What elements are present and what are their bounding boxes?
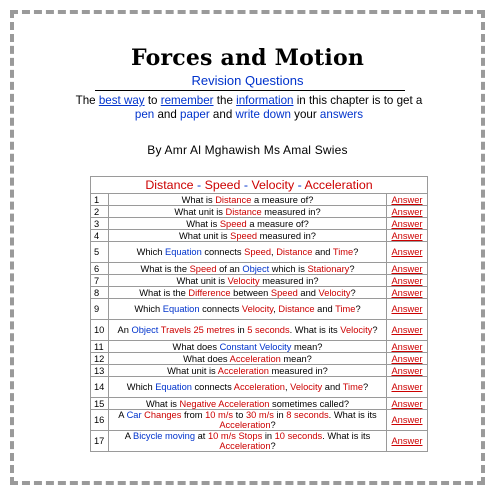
answer-link[interactable]: Answer xyxy=(387,194,428,206)
answer-link[interactable]: Answer xyxy=(387,431,428,452)
question-fragment: Stops xyxy=(238,431,263,441)
question-fragment: Velocity xyxy=(227,275,260,286)
question-fragment: Which xyxy=(136,247,166,257)
question-number: 16 xyxy=(91,410,109,431)
title-divider xyxy=(95,90,405,91)
question-fragment: Distance xyxy=(278,304,315,314)
table-header-row xyxy=(91,177,428,194)
question-fragment: What does xyxy=(183,353,230,364)
question-fragment: and xyxy=(297,287,319,298)
question-fragment: Constant Velocity xyxy=(219,341,292,352)
question-fragment: What is xyxy=(145,398,180,409)
table-row xyxy=(91,194,428,206)
question-fragment: , xyxy=(273,304,279,314)
table-row xyxy=(91,341,428,353)
question-number: 4 xyxy=(91,230,109,242)
question-fragment: Distance xyxy=(276,247,313,257)
question-fragment: in xyxy=(262,431,275,441)
question-fragment: 10 m/s xyxy=(207,431,236,441)
questions-table xyxy=(90,176,428,452)
header-text: Distance xyxy=(145,178,194,192)
header-text: Acceleration xyxy=(304,178,373,192)
question-number: 13 xyxy=(91,365,109,377)
question-fragment: . What is its xyxy=(322,431,371,441)
question-text xyxy=(109,230,387,242)
question-text xyxy=(109,218,387,230)
question-fragment: which is xyxy=(269,263,308,274)
question-fragment: Travels 25 metres xyxy=(160,325,235,335)
question-number: 3 xyxy=(91,218,109,230)
question-number: 1 xyxy=(91,194,109,206)
question-fragment: Velocity xyxy=(318,287,351,298)
table-row xyxy=(91,275,428,287)
answer-link[interactable]: Answer xyxy=(387,410,428,431)
question-fragment: Velocity xyxy=(290,382,323,392)
question-fragment: a measure of? xyxy=(246,218,309,229)
question-number: 7 xyxy=(91,275,109,287)
question-fragment: What unit is xyxy=(179,230,231,241)
page-title: Forces and Motion xyxy=(130,45,365,71)
question-fragment: Which xyxy=(126,382,156,392)
question-fragment: . What is its xyxy=(289,325,341,335)
question-fragment: ? xyxy=(349,263,355,274)
question-fragment: ? xyxy=(372,325,378,335)
table-row xyxy=(91,287,428,299)
question-fragment: measured in? xyxy=(268,365,328,376)
question-number: 6 xyxy=(91,263,109,275)
question-fragment: Speed xyxy=(270,287,298,298)
question-fragment: measured in? xyxy=(261,206,321,217)
intro-keyword: remember xyxy=(160,94,214,107)
question-fragment: ? xyxy=(270,441,276,451)
answer-link[interactable]: Answer xyxy=(387,287,428,299)
answer-link[interactable]: Answer xyxy=(387,377,428,398)
question-text xyxy=(109,194,387,206)
question-fragment: mean? xyxy=(280,353,312,364)
question-number: 10 xyxy=(91,320,109,341)
question-fragment: ? xyxy=(353,247,359,257)
question-fragment: and xyxy=(322,382,343,392)
question-fragment: Acceleration xyxy=(219,441,271,451)
question-fragment: 10 m/s xyxy=(205,410,234,420)
header-text: - xyxy=(193,178,205,192)
question-fragment: Object xyxy=(131,325,159,335)
question-text xyxy=(109,398,387,410)
question-fragment: Acceleration xyxy=(233,382,285,392)
question-number: 2 xyxy=(91,206,109,218)
question-fragment: ? xyxy=(363,382,369,392)
question-fragment: A xyxy=(124,431,134,441)
question-fragment: ? xyxy=(350,287,356,298)
question-text xyxy=(109,365,387,377)
table-row xyxy=(91,206,428,218)
answer-link[interactable]: Answer xyxy=(387,365,428,377)
answer-link[interactable]: Answer xyxy=(387,398,428,410)
header-text: - xyxy=(294,178,305,192)
question-fragment: 8 seconds xyxy=(286,410,329,420)
table-row xyxy=(91,377,428,398)
table-row xyxy=(91,242,428,263)
question-fragment: Equation xyxy=(165,247,202,257)
question-number: 12 xyxy=(91,353,109,365)
question-fragment: What unit is xyxy=(167,365,218,376)
table-row xyxy=(91,299,428,320)
question-fragment: ? xyxy=(355,304,361,314)
question-fragment: Acceleration xyxy=(229,353,281,364)
answer-link[interactable]: Answer xyxy=(387,353,428,365)
question-fragment: , xyxy=(271,247,277,257)
question-fragment: at xyxy=(195,431,208,441)
question-fragment: to xyxy=(233,410,246,420)
question-fragment: Changes xyxy=(144,410,182,420)
question-fragment: A xyxy=(118,410,127,420)
question-text xyxy=(109,353,387,365)
header-text: Speed xyxy=(204,178,241,192)
header-text: - xyxy=(240,178,252,192)
table-row xyxy=(91,353,428,365)
question-fragment: An xyxy=(117,325,132,335)
question-fragment: ? xyxy=(270,420,276,430)
question-fragment: What unit is xyxy=(176,275,228,286)
question-number: 17 xyxy=(91,431,109,452)
question-fragment: from xyxy=(181,410,206,420)
question-number: 8 xyxy=(91,287,109,299)
question-fragment: sometimes called? xyxy=(269,398,350,409)
answer-link[interactable]: Answer xyxy=(387,263,428,275)
question-fragment: What unit is xyxy=(174,206,226,217)
question-fragment: Object xyxy=(242,263,270,274)
table-row xyxy=(91,263,428,275)
question-fragment: between xyxy=(230,287,271,298)
answer-link[interactable]: Answer xyxy=(387,242,428,263)
answer-link[interactable]: Answer xyxy=(387,218,428,230)
table-row xyxy=(91,218,428,230)
question-fragment: Negative Acceleration xyxy=(179,398,270,409)
question-text xyxy=(109,275,387,287)
question-fragment: 10 seconds xyxy=(274,431,323,441)
question-fragment: What is xyxy=(181,194,216,205)
question-fragment: Time xyxy=(342,382,364,392)
question-number: 14 xyxy=(91,377,109,398)
question-text xyxy=(109,299,387,320)
question-fragment: Acceleration xyxy=(219,420,271,430)
question-fragment: Time xyxy=(335,304,356,314)
question-fragment: measured in? xyxy=(257,230,316,241)
header-text: Velocity xyxy=(251,178,295,192)
question-fragment: and xyxy=(314,304,336,314)
table-row xyxy=(91,410,428,431)
question-text xyxy=(109,341,387,353)
question-fragment: Stationary xyxy=(307,263,350,274)
question-fragment: Velocity xyxy=(340,325,373,335)
question-fragment: Time xyxy=(332,247,354,257)
question-fragment: Equation xyxy=(162,304,200,314)
question-fragment: Speed xyxy=(189,263,217,274)
table-row xyxy=(91,320,428,341)
question-fragment: . What is its xyxy=(328,410,377,420)
worksheet-page xyxy=(19,19,476,476)
question-fragment: mean? xyxy=(291,341,323,352)
table-row xyxy=(91,398,428,410)
question-fragment: connects xyxy=(201,247,245,257)
intro-keyword: information xyxy=(236,94,294,107)
question-fragment: What is xyxy=(186,218,220,229)
question-fragment: What is the xyxy=(140,263,190,274)
answer-link[interactable]: Answer xyxy=(387,206,428,218)
question-number: 11 xyxy=(91,341,109,353)
question-fragment: What is the xyxy=(139,287,189,298)
question-fragment: Bicycle moving xyxy=(133,431,196,441)
question-fragment: of an xyxy=(216,263,243,274)
question-number: 15 xyxy=(91,398,109,410)
table-row xyxy=(91,365,428,377)
question-fragment: Distance xyxy=(225,206,262,217)
question-fragment: connects xyxy=(191,382,234,392)
question-fragment: 5 seconds xyxy=(247,325,290,335)
question-fragment: Car xyxy=(126,410,142,420)
question-fragment: Distance xyxy=(215,194,252,205)
question-text xyxy=(109,320,387,341)
question-fragment: in xyxy=(273,410,287,420)
question-number: 5 xyxy=(91,242,109,263)
answer-link[interactable]: Answer xyxy=(387,320,428,341)
question-fragment: measured in? xyxy=(259,275,319,286)
question-fragment: Velocity xyxy=(241,304,274,314)
question-fragment: Equation xyxy=(155,382,192,392)
authors-line: By Amr Al Mghawish Ms Amal Swies xyxy=(147,143,348,157)
answer-link[interactable]: Answer xyxy=(387,230,428,242)
question-fragment: Speed xyxy=(244,247,272,257)
question-fragment: , xyxy=(284,382,291,392)
page-subtitle: Revision Questions xyxy=(191,73,304,88)
intro-paragraph: The best way to remember the information in this chapter is to get a pen and paper and write down your answers xyxy=(75,94,423,121)
question-fragment: Acceleration xyxy=(217,365,269,376)
intro-keyword: best way xyxy=(98,94,145,107)
question-text xyxy=(109,431,387,452)
question-fragment: and xyxy=(312,247,333,257)
question-text xyxy=(109,287,387,299)
question-text xyxy=(109,263,387,275)
question-fragment: Difference xyxy=(188,287,231,298)
table-row xyxy=(91,230,428,242)
question-fragment: Speed xyxy=(219,218,247,229)
table-header xyxy=(91,177,428,194)
question-fragment: Speed xyxy=(230,230,258,241)
question-fragment: Which xyxy=(134,304,163,314)
answer-link[interactable]: Answer xyxy=(387,341,428,353)
intro-keyword: write down xyxy=(235,108,291,121)
question-text xyxy=(109,206,387,218)
table-row xyxy=(91,431,428,452)
question-text xyxy=(109,410,387,431)
question-fragment: connects xyxy=(199,304,242,314)
answer-link[interactable]: Answer xyxy=(387,299,428,320)
question-fragment: a measure of? xyxy=(251,194,314,205)
question-fragment: 30 m/s xyxy=(245,410,274,420)
intro-keyword: answers xyxy=(319,108,364,121)
question-number: 9 xyxy=(91,299,109,320)
question-text xyxy=(109,377,387,398)
answer-link[interactable]: Answer xyxy=(387,275,428,287)
question-fragment: What does xyxy=(172,341,220,352)
intro-keyword: paper xyxy=(180,108,210,121)
question-fragment: in xyxy=(234,325,248,335)
question-text xyxy=(109,242,387,263)
intro-keyword: pen xyxy=(134,108,155,121)
